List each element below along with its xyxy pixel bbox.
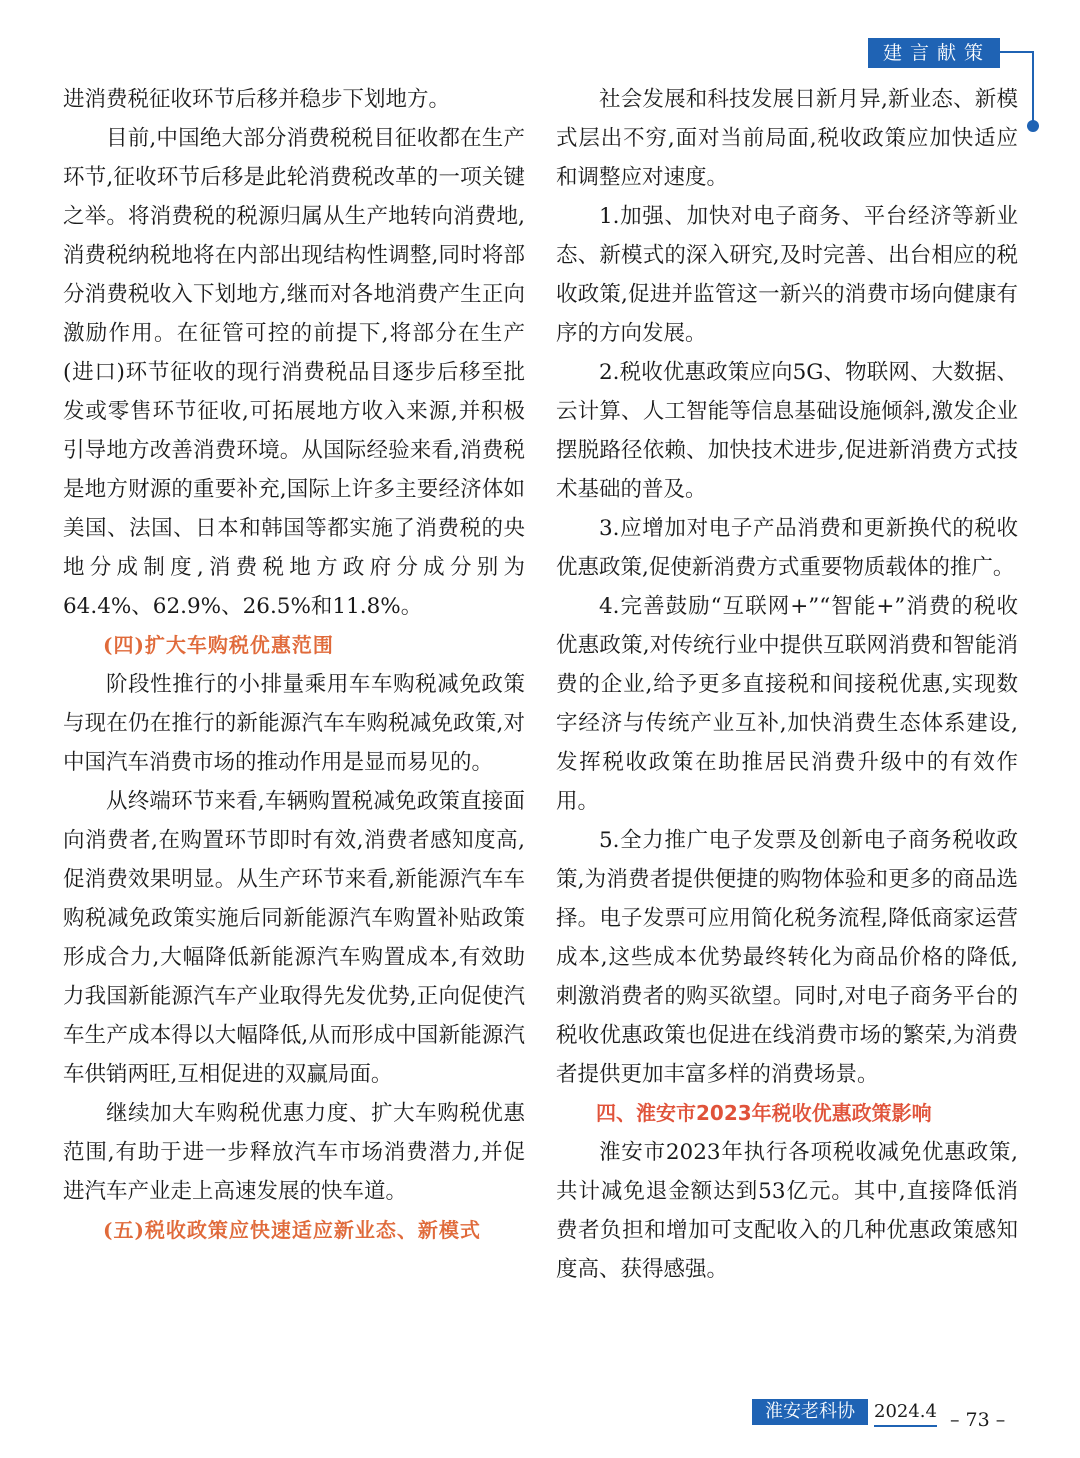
body-paragraph: 1.加强、加快对电子商务、平台经济等新业态、新模式的深入研究,及时完善、出台相应的税收政策,促进并监管这一新兴的消费市场向健康有序的方向发展。	[556, 204, 1018, 346]
body-paragraph: 淮安市2023年执行各项税收减免优惠政策,共计减免退金额达到53亿元。其中,直接降低消费者负担和增加可支配收入的几种优惠政策感知度高、获得感强。	[556, 1140, 1018, 1282]
body-paragraph: 5.全力推广电子发票及创新电子商务税收政策,为消费者提供便捷的购物体验和更多的商品选择。电子发票可应用简化税务流程,降低商家运营成本,这些成本优势最终转化为商品价格的降低,刺激消费者的购买欲望。同时,对电子商务平台的税收优惠政策也促进在线消费市场的繁荣,为消费者提供更加丰富多样的消费场景。	[556, 828, 1018, 1087]
body-paragraph: 目前,中国绝大部分消费税税目征收都在生产环节,征收环节后移是此轮消费税改革的一项关键之举。将消费税的税源归属从生产地转向消费地,消费税纳税地将在内部出现结构性调整,同时将部分消费税收入下划地方,继而对各地消费产生正向激励作用。在征管可控的前提下,将部分在生产(进口)环节征收的现行消费税品目逐步后移至批发或零售环节征收,可拓展地方收入来源,并积极引导地方改善消费环境。从国际经验来看,消费税是地方财源的重要补充,国际上许多主要经济体如美国、法国、日本和韩国等都实施了消费税的央地分成制度,消费税地方政府分成分别为64.4%、62.9%、26.5%和11.8%。	[63, 126, 525, 619]
journal-name: 淮安老科协	[752, 1399, 868, 1425]
body-paragraph: 2.税收优惠政策应向5G、物联网、大数据、云计算、人工智能等信息基础设施倾斜,激发企业摆脱路径依赖、加快技术进步,促进新消费方式技术基础的普及。	[556, 360, 1018, 502]
body-paragraph: 继续加大车购税优惠力度、扩大车购税优惠范围,有助于进一步释放汽车市场消费潜力,并促进汽车产业走上高速发展的快车道。	[63, 1101, 525, 1204]
subsection-heading: (四)扩大车购税优惠范围	[103, 633, 334, 657]
body-paragraph: 阶段性推行的小排量乘用车车购税减免政策与现在仍在推行的新能源汽车车购税减免政策,对中国汽车消费市场的推动作用是显而易见的。	[63, 672, 525, 775]
body-paragraph: 进消费税征收环节后移并稳步下划地方。	[63, 87, 451, 112]
issue-number: 2024.4	[874, 1399, 937, 1427]
subsection-heading: (五)税收政策应快速适应新业态、新模式	[103, 1218, 481, 1242]
body-paragraph: 4.完善鼓励“互联网+”“智能+”消费的税收优惠政策,对传统行业中提供互联网消费和智能消费的企业,给予更多直接税和间接税优惠,实现数字经济与传统产业互补,加快消费生态体系建设,发挥税收政策在助推居民消费升级中的有效作用。	[556, 594, 1018, 814]
header-rule-horizontal	[1000, 51, 1034, 53]
body-paragraph: 从终端环节来看,车辆购置税减免政策直接面向消费者,在购置环节即时有效,消费者感知度高,促消费效果明显。从生产环节来看,新能源汽车车购税减免政策实施后同新能源汽车购置补贴政策形成合力,大幅降低新能源汽车购置成本,有效助力我国新能源汽车产业取得先发优势,正向促使汽车生产成本得以大幅降低,从而形成中国新能源汽车供销两旺,互相促进的双赢局面。	[63, 789, 525, 1087]
body-paragraph: 3.应增加对电子产品消费和更新换代的税收优惠政策,促使新消费方式重要物质载体的推广。	[556, 516, 1018, 580]
right-column	[556, 80, 1018, 1289]
header-rule-vertical	[1032, 51, 1034, 123]
header-dot-ornament	[1027, 120, 1039, 132]
page-number: – 73 –	[950, 1409, 1006, 1431]
left-column	[63, 80, 525, 1250]
section-heading: 四、淮安市2023年税收优惠政策影响	[596, 1101, 932, 1125]
section-label: 建言献策	[868, 38, 1000, 68]
body-paragraph: 社会发展和科技发展日新月异,新业态、新模式层出不穷,面对当前局面,税收政策应加快适应和调整应对速度。	[556, 87, 1018, 190]
